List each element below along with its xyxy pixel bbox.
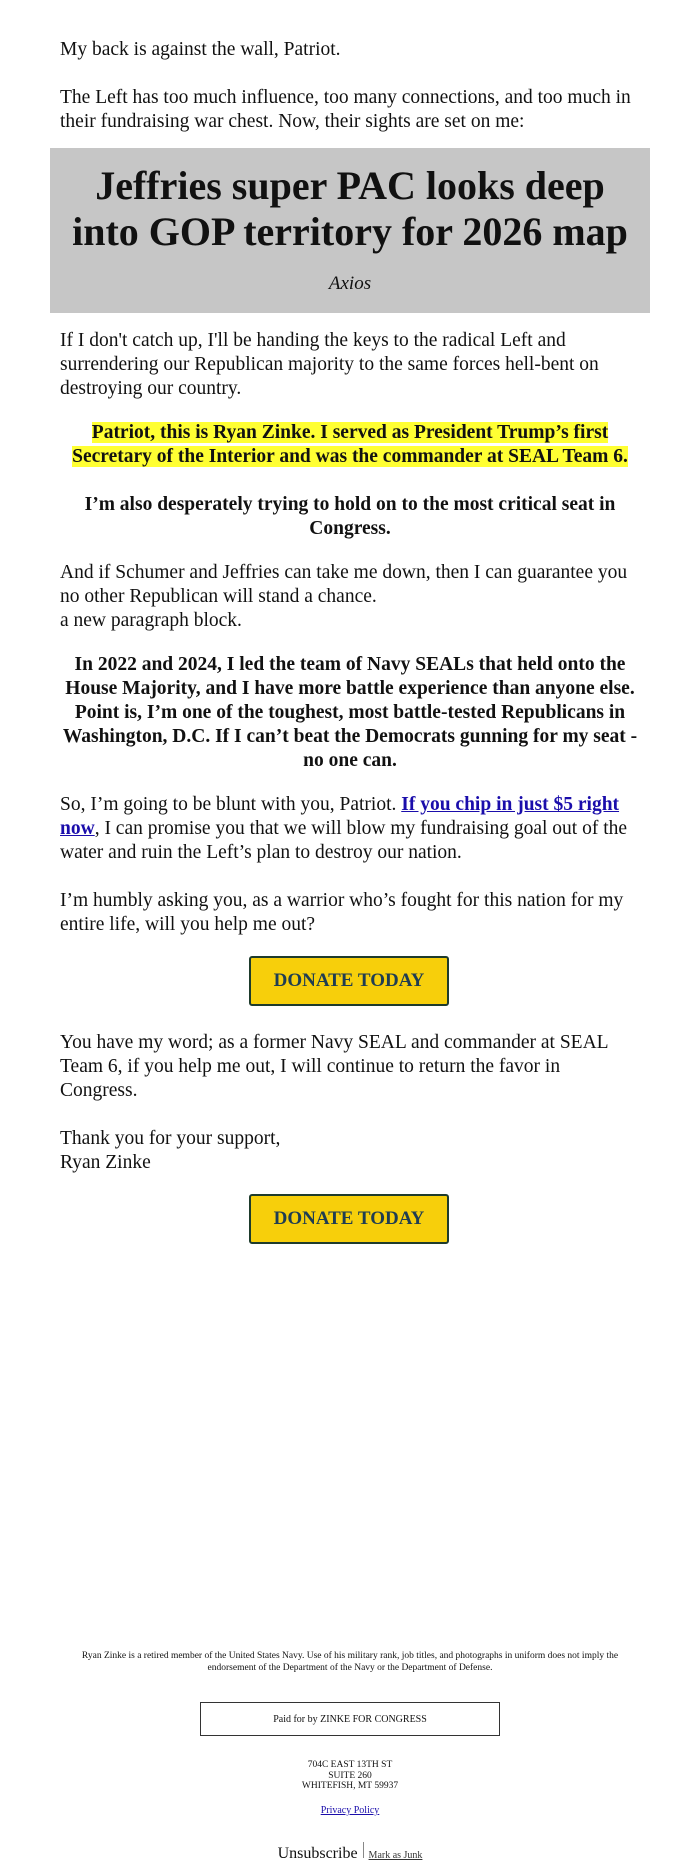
separator (363, 1842, 364, 1858)
unsubscribe-link[interactable]: Unsubscribe (277, 1845, 358, 1862)
headline-source: Axios (328, 273, 372, 294)
donate-button-bottom[interactable]: DONATE TODAY (249, 1194, 449, 1244)
address-line-1: 704C EAST 13TH ST (307, 1760, 393, 1770)
paragraph-schumer (60, 561, 640, 633)
donate-button-top[interactable]: DONATE TODAY (249, 956, 449, 1006)
mark-as-junk-link[interactable]: Mark as Junk (368, 1850, 423, 1861)
bold-battle-experience: In 2022 and 2024, I led the team of Navy SEALs that held onto the House Majority, and I have more battle experience than anyone else. Point is, I’m one of the toughest, most battle-tested Republicans in Washington, D.C. If I can’t beat the Democrats gunning for my seat - no one can. (62, 654, 638, 771)
paragraph-catch-up: If I don't catch up, I'll be handing the keys to the radical Left and surrendering our Republican majority to the same forces hell-bent on destroying our country. (60, 330, 599, 399)
signature: Ryan Zinke (60, 1152, 151, 1173)
paragraph-schumer-text: And if Schumer and Jeffries can take me down, then I can guarantee you no other Republican will stand a chance. (60, 562, 628, 607)
footer-disclaimer: Ryan Zinke is a retired member of the United States Navy. Use of his military rank, job titles, and photographs in uniform does not imply the endorsement of the Department of the Navy or the Department of Defense. (81, 1651, 619, 1673)
unsubscribe-row (0, 1842, 700, 1863)
footer-address (0, 1760, 700, 1792)
bold-critical-seat: I’m also desperately trying to hold on to the most critical seat in Congress. (84, 494, 616, 539)
chip-in-before: So, I’m going to be blunt with you, Patriot. (60, 794, 402, 815)
paragraph-block-text: a new paragraph block. (60, 610, 242, 631)
headline-card (50, 148, 650, 313)
signoff: Thank you for your support, (60, 1128, 281, 1149)
paragraph-ask: I’m humbly asking you, as a warrior who’s fought for this nation for my entire life, will you help me out? (60, 890, 624, 935)
privacy-row (0, 1805, 700, 1816)
intro-paragraph: The Left has too much influence, too many connections, and too much in their fundraising war chest. Now, their sights are set on me: (60, 87, 631, 132)
highlighted-text: Patriot, this is Ryan Zinke. I served as President Trump’s first Secretary of the Interior and was the commander at SEAL Team 6. (72, 422, 628, 467)
paid-for-box (200, 1702, 500, 1736)
signoff-block (60, 1127, 640, 1175)
greeting: My back is against the wall, Patriot. (60, 39, 341, 60)
chip-in-after: , I can promise you that we will blow my fundraising goal out of the water and ruin the Left’s plan to destroy our nation. (60, 818, 628, 863)
address-line-2: SUITE 260 (328, 1770, 372, 1781)
highlighted-intro (60, 421, 640, 469)
paid-for-text: Paid for by ZINKE FOR CONGRESS (273, 1713, 427, 1725)
paragraph-chip-in (60, 793, 640, 865)
privacy-policy-link[interactable]: Privacy Policy (320, 1805, 380, 1816)
paragraph-promise: You have my word; as a former Navy SEAL and commander at SEAL Team 6, if you help me out, I will continue to return the favor in Congress. (60, 1032, 608, 1101)
chip-in-link[interactable]: If you chip in just $5 right now (60, 794, 620, 839)
address-line-3: WHITEFISH, MT 59937 (301, 1781, 399, 1791)
headline-title: Jeffries super PAC looks deep into GOP territory for 2026 map (72, 163, 628, 254)
